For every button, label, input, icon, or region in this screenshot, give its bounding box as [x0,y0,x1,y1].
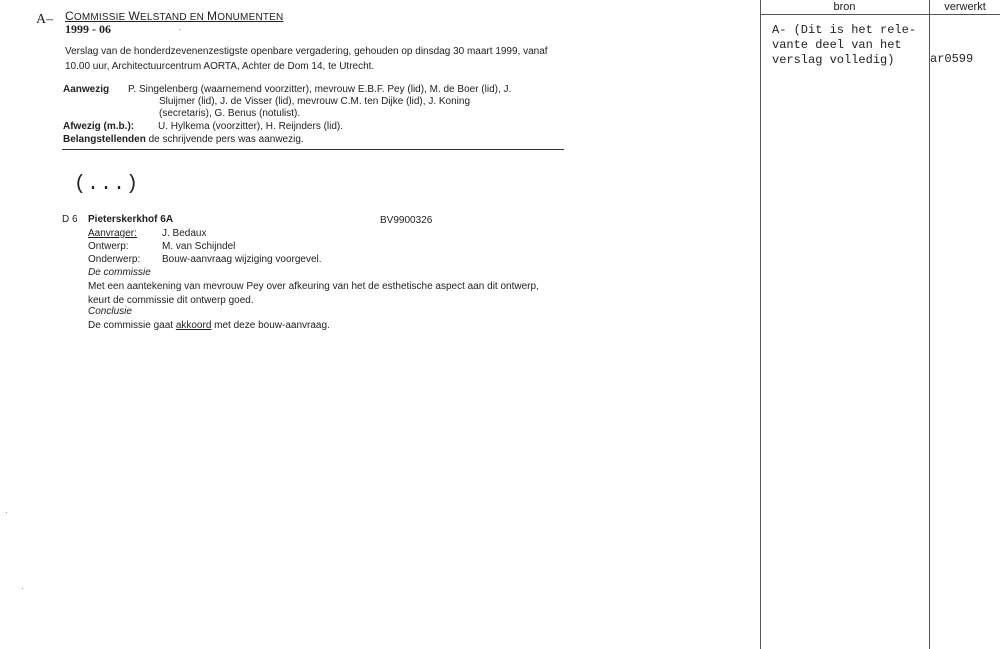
present-line: (secretaris), G. Benus (notulist). [159,108,301,119]
approved-keyword: akkoord [175,320,212,331]
table-header-rule [760,14,1000,15]
verwerkt-column-header: verwerkt [944,1,986,13]
subject-value: Bouw-aanvraag wijziging voorgevel. [162,254,322,265]
present-list [128,84,558,120]
design-label: Ontwerp: [88,241,129,252]
interested-text: de schrijvende pers was aanwezig. [145,134,304,145]
bron-note-line: vante deel van het [772,38,902,52]
verwerkt-code: ar0599 [930,52,974,66]
organization-title: COMMISSIE WELSTAND EN MONUMENTEN [65,9,284,23]
bron-note [772,23,916,68]
table-column-divider [929,0,930,649]
scan-speck [6,512,7,513]
present-line: P. Singelenberg (waarnemend voorzitter), mevrouw E.B.F. Pey (lid), M. de Boer (lid), J. [128,84,512,95]
interested-line [63,134,304,146]
commission-text: Met een aantekening van mevrouw Pey over afkeuring van het de esthetische aspect aan dit ontwerp, keurt de commissie dit ontwerp goed. [88,281,539,306]
item-number: D 6 [62,214,78,225]
applicant-value: J. Bedaux [162,228,207,239]
bron-note-line: verslag volledig) [772,53,895,67]
absent-label: Afwezig (m.b.): [63,121,135,132]
present-label: Aanwezig [63,84,110,95]
subject-label: Onderwerp: [88,254,141,265]
meeting-number: 1999 - 06 [65,22,111,36]
interested-label: Belangstellenden [63,134,146,145]
item-reference: BV9900326 [380,215,433,226]
conclusion-heading: Conclusie [88,306,132,317]
item-title: Pieterskerkhof 6A [88,214,174,225]
section-divider [62,149,564,150]
report-intro: Verslag van de honderdzevenenzestigste openbare vergadering, gehouden op dinsdag 30 maart 1999, vanaf 10.00 uur, Architectuurcentrum AORTA, Achter de Dom 14, te Utrecht. [65,46,548,72]
conclusion-text: De commissie gaat akkoord met deze bouw-aanvraag. [88,320,330,331]
present-line: Sluijmer (lid), J. de Visser (lid), mevrouw C.M. ten Dijke (lid), J. Koning [159,96,471,107]
bron-note-line: A- (Dit is het rele- [772,23,917,37]
speck-mark: · [178,24,182,35]
section-mark: A– [36,12,54,27]
bron-column-header: bron [833,1,856,13]
design-value: M. van Schijndel [162,241,236,252]
absent-list: U. Hylkema (voorzitter), H. Reijnders (lid). [158,121,344,132]
applicant-label: Aanvrager: [88,228,137,239]
scan-speck [22,588,23,589]
commission-heading: De commissie [88,267,151,278]
omission-marker: (...) [74,173,140,196]
table-border-left [760,0,761,649]
